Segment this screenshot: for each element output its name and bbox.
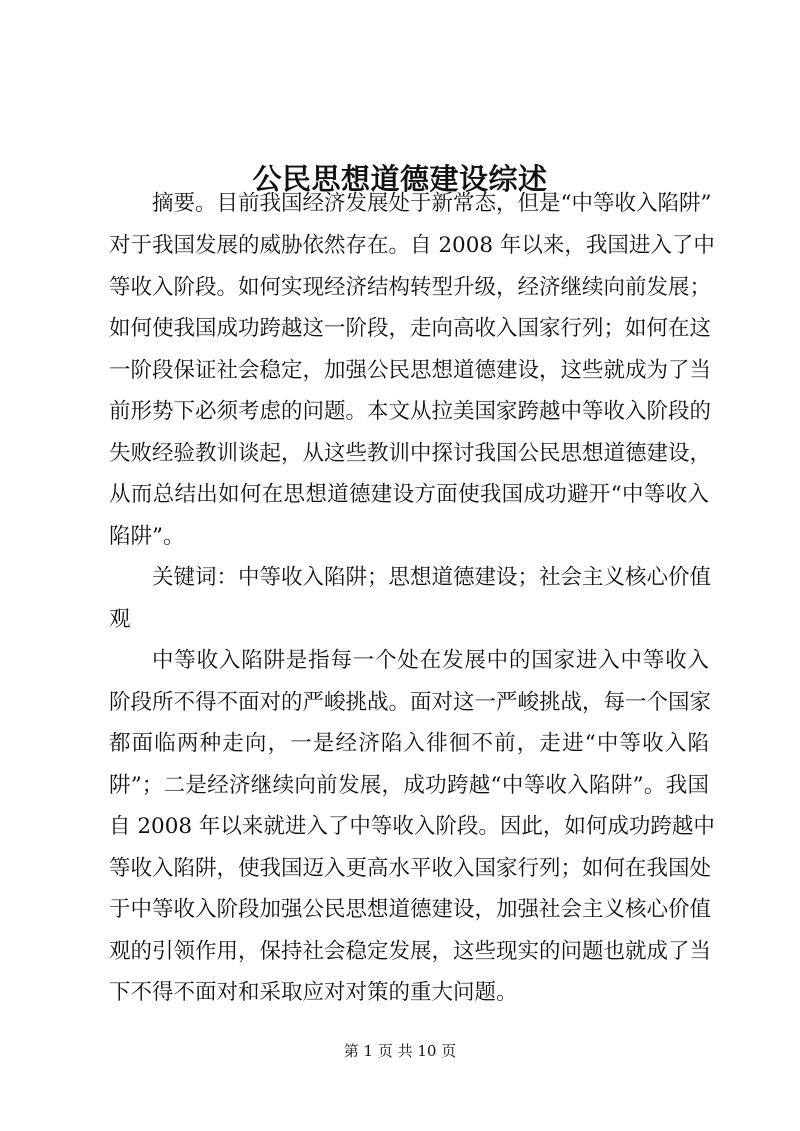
body-line: 于中等收入阶段加强公民思想道德建设，加强社会主义核心价值	[109, 897, 712, 922]
abstract-line: 失败经验教训谈起，从这些教训中探讨我国公民思想道德建设，	[109, 441, 712, 466]
body-line: 都面临两种走向，一是经济陷入徘徊不前，走进“中等收入陷	[109, 731, 709, 756]
body-line: 观的引领作用，保持社会稳定发展，这些现实的问题也就成了当	[109, 939, 712, 964]
body-line: 等收入陷阱，使我国迈入更高水平收入国家行列；如何在我国处	[109, 856, 712, 881]
body-line: 自 2008 年以来就进入了中等收入阶段。因此，如何成功跨越中	[109, 814, 715, 839]
body-line: 下不得不面对和采取应对对策的重大问题。	[109, 980, 518, 1005]
abstract-line: 一阶段保证社会稳定，加强公民思想道德建设，这些就成为了当	[109, 358, 712, 383]
page-footer: 第 1 页 共 10 页	[343, 1042, 457, 1060]
body-line: 阱”；二是经济继续向前发展，成功跨越“中等收入陷阱”。我国	[109, 773, 709, 798]
page-title: 公民思想道德建设综述	[252, 162, 548, 197]
abstract-line: 摘要。目前我国经济发展处于新常态，但是“中等收入陷阱”	[152, 191, 712, 216]
abstract-line: 对于我国发展的威胁依然存在。自 2008 年以来，我国进入了中	[109, 233, 715, 258]
body-line: 阶段所不得不面对的严峻挑战。面对这一严峻挑战，每一个国家	[109, 690, 712, 715]
abstract-line: 如何使我国成功跨越这一阶段，走向高收入国家行列；如何在这	[109, 316, 712, 341]
abstract-line: 陷阱”。	[109, 524, 185, 549]
keywords-line: 观	[109, 607, 131, 632]
body-line: 中等收入陷阱是指每一个处在发展中的国家进入中等收入	[152, 648, 709, 673]
abstract-line: 从而总结出如何在思想道德建设方面使我国成功避开“中等收入	[109, 482, 709, 507]
abstract-line: 等收入阶段。如何实现经济结构转型升级，经济继续向前发展；	[109, 275, 712, 300]
abstract-line: 前形势下必须考虑的问题。本文从拉美国家跨越中等收入阶段的	[109, 399, 712, 424]
keywords-line: 关键词：中等收入陷阱；思想道德建设；社会主义核心价值	[152, 565, 712, 590]
